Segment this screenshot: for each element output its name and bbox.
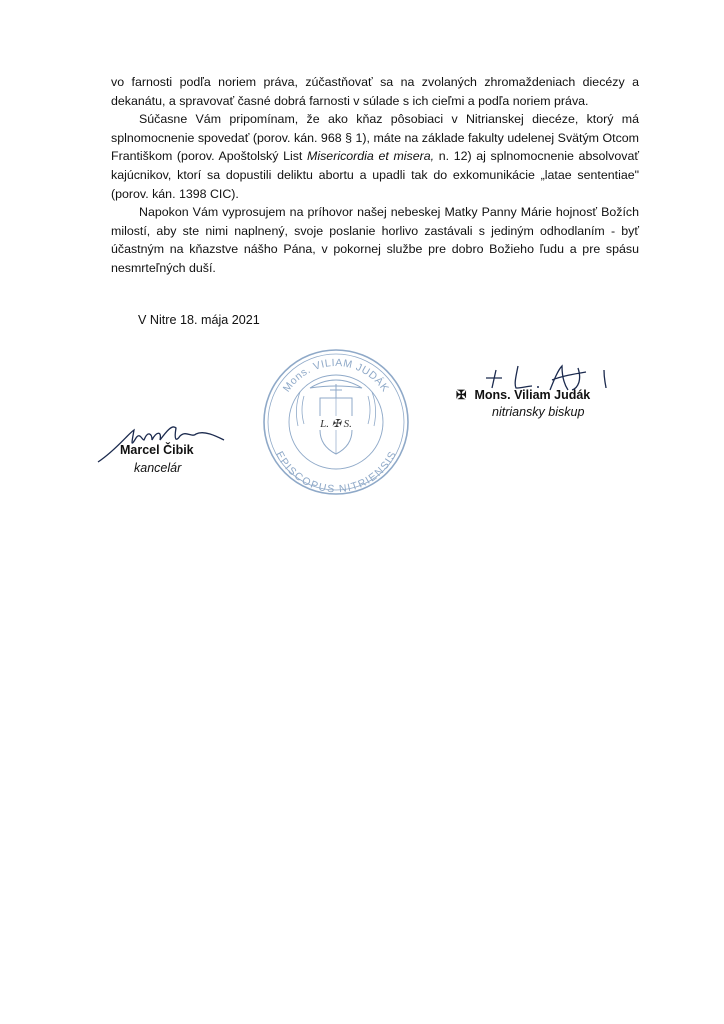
bishop-signature-block [452,360,632,420]
bishop-name-line [456,387,590,402]
paragraph-text: Súčasne Vám pripomínam, že ako kňaz pôsobiaci v Nitrianskej diecéze, ktorý má splnomocnenie spovedať (porov. kán. 968 § 1), máte na základe fakulty udelenej Svätým Otcom Františkom (porov. Apoštolský List [111,112,639,164]
paragraph-text: vo farnosti podľa noriem práva, zúčastňovať sa na zvolaných zhromaždeniach diecézy a dekanátu, a spravovať časné dobrá farnosti v súlade s ich cieľmi a podľa noriem práva. [111,75,639,108]
bishop-name: Mons. Viliam Judák [474,388,591,402]
paragraph-text: Napokon Vám vyprosujem na príhovor našej nebeskej Matky Panny Márie hojnosť Božích milostí, aby ste nimi naplnený, svoje poslanie horlivo zastávali s jediným odhodlaním - byť účastným na kňazstve nášho Pána, v pokornej službe pre dobro Božieho ľudu a pre spásu nesmrteľných duší. [111,205,639,275]
seal-center-text: L. ✠ S. [320,418,352,430]
svg-text:EPISCOPUS NITRIENSIS [273,449,399,495]
bishop-role: nitriansky biskup [492,405,585,419]
seal-bottom-text: EPISCOPUS NITRIENSIS [273,449,399,496]
episcopal-seal [260,346,412,498]
chancellor-signature-block [96,420,236,480]
letter-body [111,73,639,278]
chancellor-role: kancelár [134,461,182,475]
paragraph-text: n. 12) aj splnomocnenie absolvovať kajúcnikov, ktorí sa dopustili deliktu abortu a upadli tak do exkomunikácie „latae sententiae" (porov. kán. 1398 CIC). [111,149,639,201]
cross-icon: ✠ [456,388,467,402]
italic-citation: Misericordia et misera, [307,149,435,164]
letter-paragraph [111,73,639,110]
letter-date: V Nitre 18. mája 2021 [138,313,260,327]
letter-paragraph [111,110,639,203]
letter-paragraph [111,203,639,277]
chancellor-name: Marcel Čibik [120,443,194,457]
seal-top-text: Mons. VILIAM JUDÁK [280,356,392,395]
